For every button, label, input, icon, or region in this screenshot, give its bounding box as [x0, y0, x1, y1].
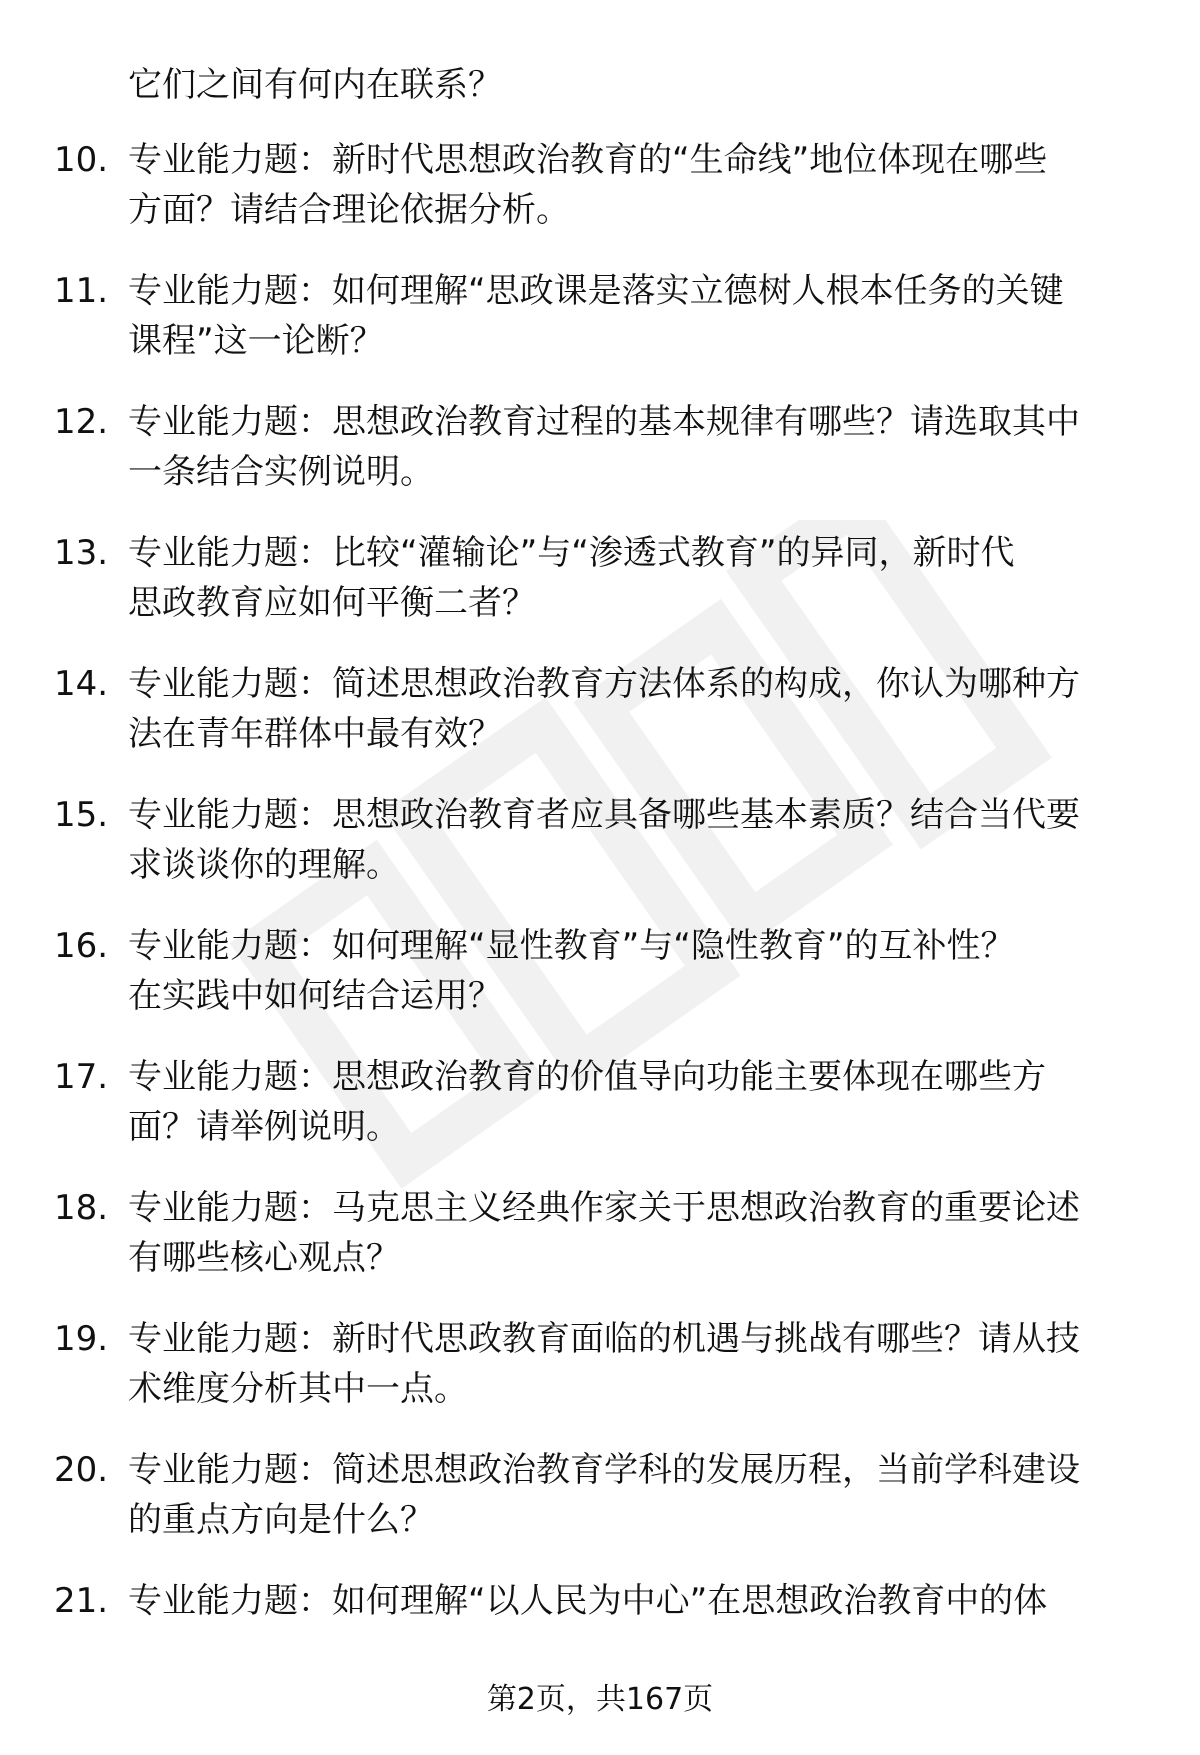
question-item [0, 921, 1200, 1052]
continuation-text: 它们之间有何内在联系？ [128, 65, 502, 105]
question-item [0, 528, 1200, 659]
question-number: 13. [54, 533, 109, 573]
question-text: 专业能力题：思想政治教育者应具备哪些基本素质？结合当代要 求谈谈你的理解。 [128, 795, 1080, 885]
question-text: 专业能力题：思想政治教育过程的基本规律有哪些？请选取其中 一条结合实例说明。 [128, 402, 1080, 492]
question-text: 专业能力题：比较“灌输论”与“渗透式教育”的异同，新时代 思政教育应如何平衡二者？ [128, 533, 1015, 623]
question-item [0, 1445, 1200, 1576]
question-list [0, 135, 1200, 1707]
question-item [0, 1183, 1200, 1314]
question-number: 10. [54, 140, 109, 180]
question-item [0, 397, 1200, 528]
question-item [0, 135, 1200, 266]
question-number: 19. [54, 1319, 109, 1359]
question-number: 17. [54, 1057, 109, 1097]
question-number: 14. [54, 664, 109, 704]
question-number: 16. [54, 926, 109, 966]
question-number: 15. [54, 795, 109, 835]
question-item [0, 659, 1200, 790]
question-number: 21. [54, 1581, 109, 1621]
question-item [0, 266, 1200, 397]
question-text: 专业能力题：马克思主义经典作家关于思想政治教育的重要论述 有哪些核心观点？ [128, 1188, 1080, 1278]
question-text: 专业能力题：如何理解“以人民为中心”在思想政治教育中的体 [128, 1581, 1048, 1621]
question-number: 11. [54, 271, 109, 311]
question-number: 12. [54, 402, 109, 442]
question-text: 专业能力题：如何理解“显性教育”与“隐性教育”的互补性？ 在实践中如何结合运用？ [128, 926, 1015, 1016]
question-text: 专业能力题：思想政治教育的价值导向功能主要体现在哪些方 面？请举例说明。 [128, 1057, 1046, 1147]
question-text: 专业能力题：简述思想政治教育学科的发展历程，当前学科建设 的重点方向是什么？ [128, 1450, 1080, 1540]
question-item [0, 1314, 1200, 1445]
page-footer: 第2页，共167页 [486, 1682, 714, 1717]
question-text: 专业能力题：简述思想政治教育方法体系的构成，你认为哪种方 法在青年群体中最有效？ [128, 664, 1080, 754]
question-number: 20. [54, 1450, 109, 1490]
question-number: 18. [54, 1188, 109, 1228]
question-text: 专业能力题：如何理解“思政课是落实立德树人根本任务的关键 课程”这一论断？ [128, 271, 1064, 361]
question-text: 专业能力题：新时代思想政治教育的“生命线”地位体现在哪些 方面？请结合理论依据分析。 [128, 140, 1048, 230]
question-text: 专业能力题：新时代思政教育面临的机遇与挑战有哪些？请从技 术维度分析其中一点。 [128, 1319, 1080, 1409]
question-item [0, 790, 1200, 921]
question-item [0, 1052, 1200, 1183]
